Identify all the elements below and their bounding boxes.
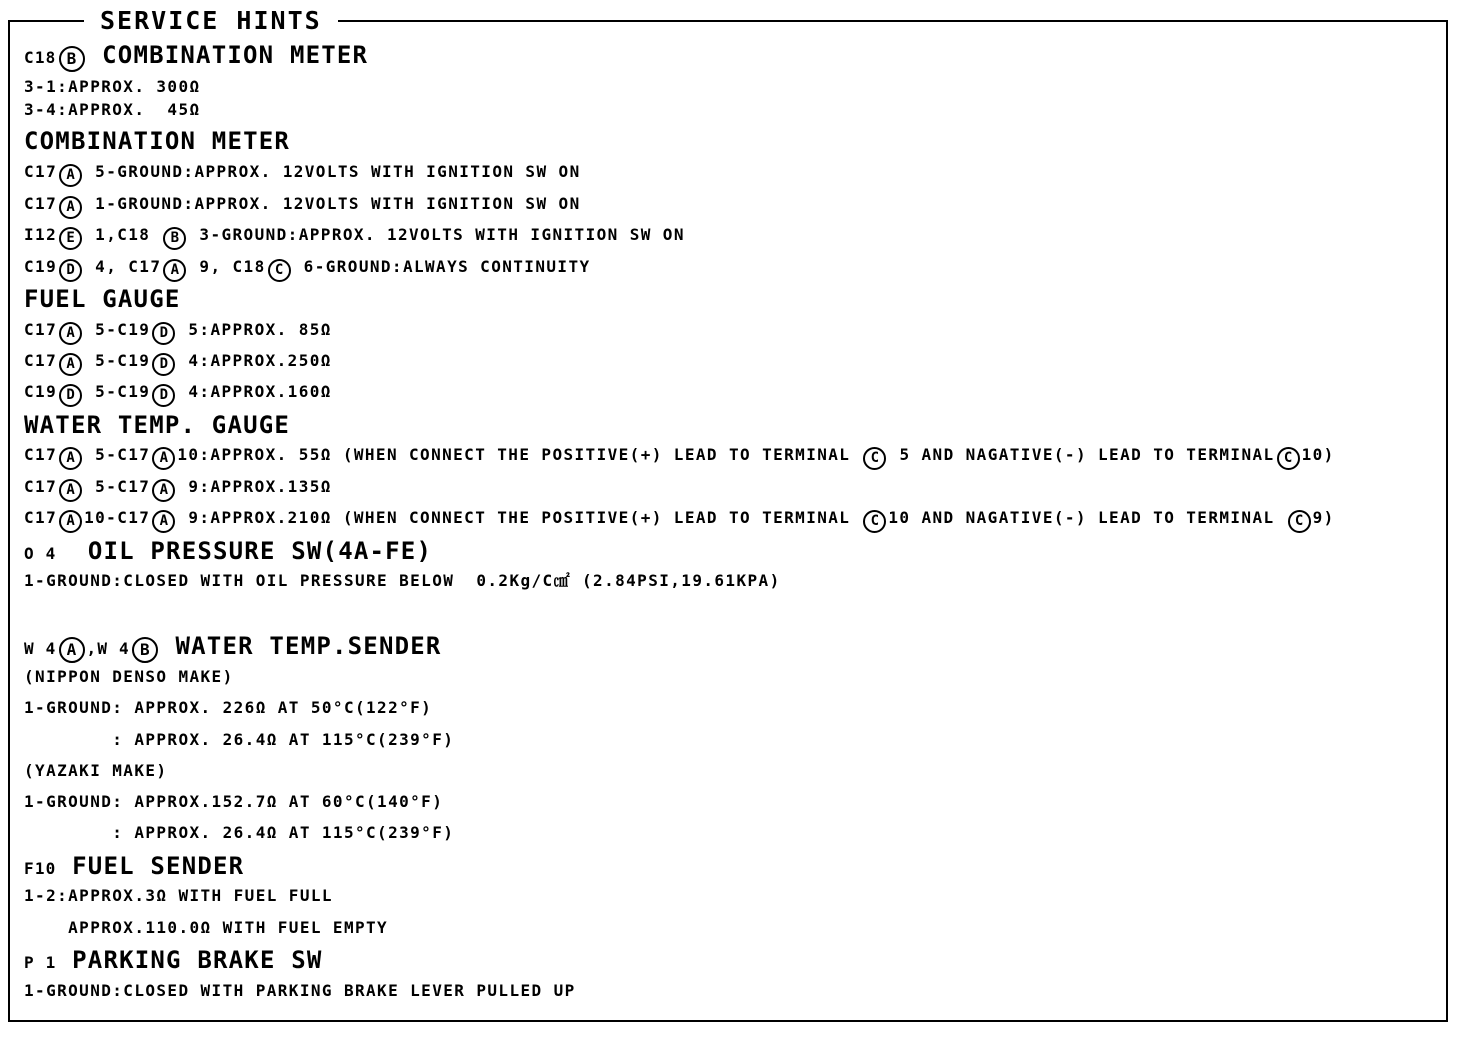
circled-letter: B (163, 227, 186, 250)
text-fragment: 5 AND NAGATIVE(-) LEAD TO TERMINAL (899, 445, 1275, 464)
section-heading (24, 631, 442, 664)
text-fragment: 9, C18 (199, 257, 266, 276)
text-fragment: 5-C19 (95, 382, 151, 401)
text-fragment: C19 (24, 382, 58, 401)
text-line (24, 255, 591, 282)
text-line: (NIPPON DENSO MAKE) (24, 667, 234, 686)
circled-letter: B (132, 637, 158, 663)
text-fragment: 1,C18 (95, 225, 151, 244)
circled-letter: D (152, 384, 175, 407)
text-line (24, 475, 332, 502)
text-fragment: C17 (24, 162, 58, 181)
text-fragment: 5-C17 (95, 477, 151, 496)
text-line: 1-GROUND: APPROX.152.7Ω AT 60°C(140°F) (24, 792, 444, 811)
text-fragment: C17 (24, 194, 58, 213)
text-line (24, 380, 332, 407)
text-line: 3-4:APPROX. 45Ω (24, 100, 201, 119)
text-line: 3-1:APPROX. 300Ω (24, 77, 201, 96)
text-fragment: PARKING BRAKE SW (72, 946, 323, 974)
section-heading (24, 40, 368, 73)
section-heading: COMBINATION METER (24, 127, 291, 155)
text-fragment: C17 (24, 508, 58, 527)
page-title: SERVICE HINTS (84, 6, 338, 36)
text-fragment: ,W 4 (86, 639, 130, 658)
text-fragment: C17 (24, 351, 58, 370)
text-fragment: 10:APPROX. 55Ω (WHEN CONNECT THE POSITIVE(+) LEAD TO TERMINAL (177, 445, 851, 464)
text-fragment: 5:APPROX. 85Ω (188, 320, 332, 339)
circled-letter: A (59, 322, 82, 345)
text-line (24, 192, 581, 219)
text-fragment: P 1 (24, 953, 57, 972)
circled-letter: A (59, 353, 82, 376)
circled-letter: C (863, 510, 886, 533)
text-line: 1-GROUND:CLOSED WITH PARKING BRAKE LEVER PULLED UP (24, 981, 576, 1000)
text-fragment: FUEL SENDER (72, 852, 245, 880)
text-fragment: COMBINATION METER (102, 41, 369, 69)
text-line: 1-2:APPROX.3Ω WITH FUEL FULL (24, 886, 333, 905)
circled-letter: A (59, 510, 82, 533)
circled-letter: A (59, 637, 85, 663)
circled-letter: E (59, 227, 82, 250)
text-fragment: W 4 (24, 639, 57, 658)
text-line: 1-GROUND:CLOSED WITH OIL PRESSURE BELOW 0.2Kg/C㎠ (2.84PSI,19.61KPA) (24, 571, 781, 590)
text-fragment: 5-C19 (95, 351, 151, 370)
text-fragment: I12 (24, 225, 58, 244)
text-line: 1-GROUND: APPROX. 226Ω AT 50°C(122°F) (24, 698, 433, 717)
circled-letter: A (59, 196, 82, 219)
circled-letter: A (59, 479, 82, 502)
section-heading (24, 536, 432, 569)
text-line (24, 506, 1335, 533)
text-fragment: 10) (1301, 445, 1335, 464)
text-fragment: C19 (24, 257, 58, 276)
circled-letter: A (163, 259, 186, 282)
text-fragment: C18 (24, 48, 57, 67)
text-line: APPROX.110.0Ω WITH FUEL EMPTY (24, 918, 389, 937)
text-fragment: 9) (1312, 508, 1335, 527)
circled-letter: D (152, 353, 175, 376)
text-fragment: 5-C19 (95, 320, 151, 339)
text-line (24, 223, 685, 250)
circled-letter: C (268, 259, 291, 282)
text-fragment: 4, C17 (95, 257, 162, 276)
text-fragment: O 4 (24, 544, 57, 563)
text-fragment: 5-GROUND:APPROX. 12VOLTS WITH IGNITION SW ON (95, 162, 581, 181)
section-heading (24, 851, 244, 884)
section-heading: FUEL GAUGE (24, 285, 181, 313)
section-heading: WATER TEMP. GAUGE (24, 411, 291, 439)
circled-letter: A (152, 479, 175, 502)
text-line (24, 443, 1335, 470)
text-fragment: C17 (24, 445, 58, 464)
text-fragment: 3-GROUND:APPROX. 12VOLTS WITH IGNITION SW ON (199, 225, 685, 244)
text-fragment: 9:APPROX.210Ω (WHEN CONNECT THE POSITIVE(+) LEAD TO TERMINAL (188, 508, 851, 527)
circled-letter: D (59, 384, 82, 407)
circled-letter: C (1288, 510, 1311, 533)
text-fragment: 9:APPROX.135Ω (188, 477, 332, 496)
text-line: : APPROX. 26.4Ω AT 115°C(239°F) (24, 730, 455, 749)
text-fragment: C17 (24, 320, 58, 339)
text-fragment: F10 (24, 859, 57, 878)
text-fragment: 4:APPROX.160Ω (188, 382, 332, 401)
circled-letter: C (863, 447, 886, 470)
circled-letter: C (1277, 447, 1300, 470)
circled-letter: A (152, 447, 175, 470)
text-line: : APPROX. 26.4Ω AT 115°C(239°F) (24, 823, 455, 842)
text-line (24, 349, 332, 376)
text-fragment: 6-GROUND:ALWAYS CONTINUITY (303, 257, 591, 276)
text-fragment: 1-GROUND:APPROX. 12VOLTS WITH IGNITION SW ON (95, 194, 581, 213)
text-line (24, 318, 332, 345)
text-fragment: C17 (24, 477, 58, 496)
text-line: (YAZAKI MAKE) (24, 761, 168, 780)
text-fragment: 4:APPROX.250Ω (188, 351, 332, 370)
circled-letter: D (59, 259, 82, 282)
text-fragment: OIL PRESSURE SW(4A-FE) (87, 537, 433, 565)
text-line (24, 160, 581, 187)
section-heading (24, 945, 323, 978)
text-fragment: WATER TEMP.SENDER (175, 632, 442, 660)
text-fragment: 10 AND NAGATIVE(-) LEAD TO TERMINAL (888, 508, 1275, 527)
circled-letter: A (59, 164, 82, 187)
text-fragment: 10-C17 (84, 508, 151, 527)
circled-letter: D (152, 322, 175, 345)
circled-letter: A (152, 510, 175, 533)
circled-letter: B (59, 46, 85, 72)
text-fragment: 5-C17 (95, 445, 151, 464)
circled-letter: A (59, 447, 82, 470)
